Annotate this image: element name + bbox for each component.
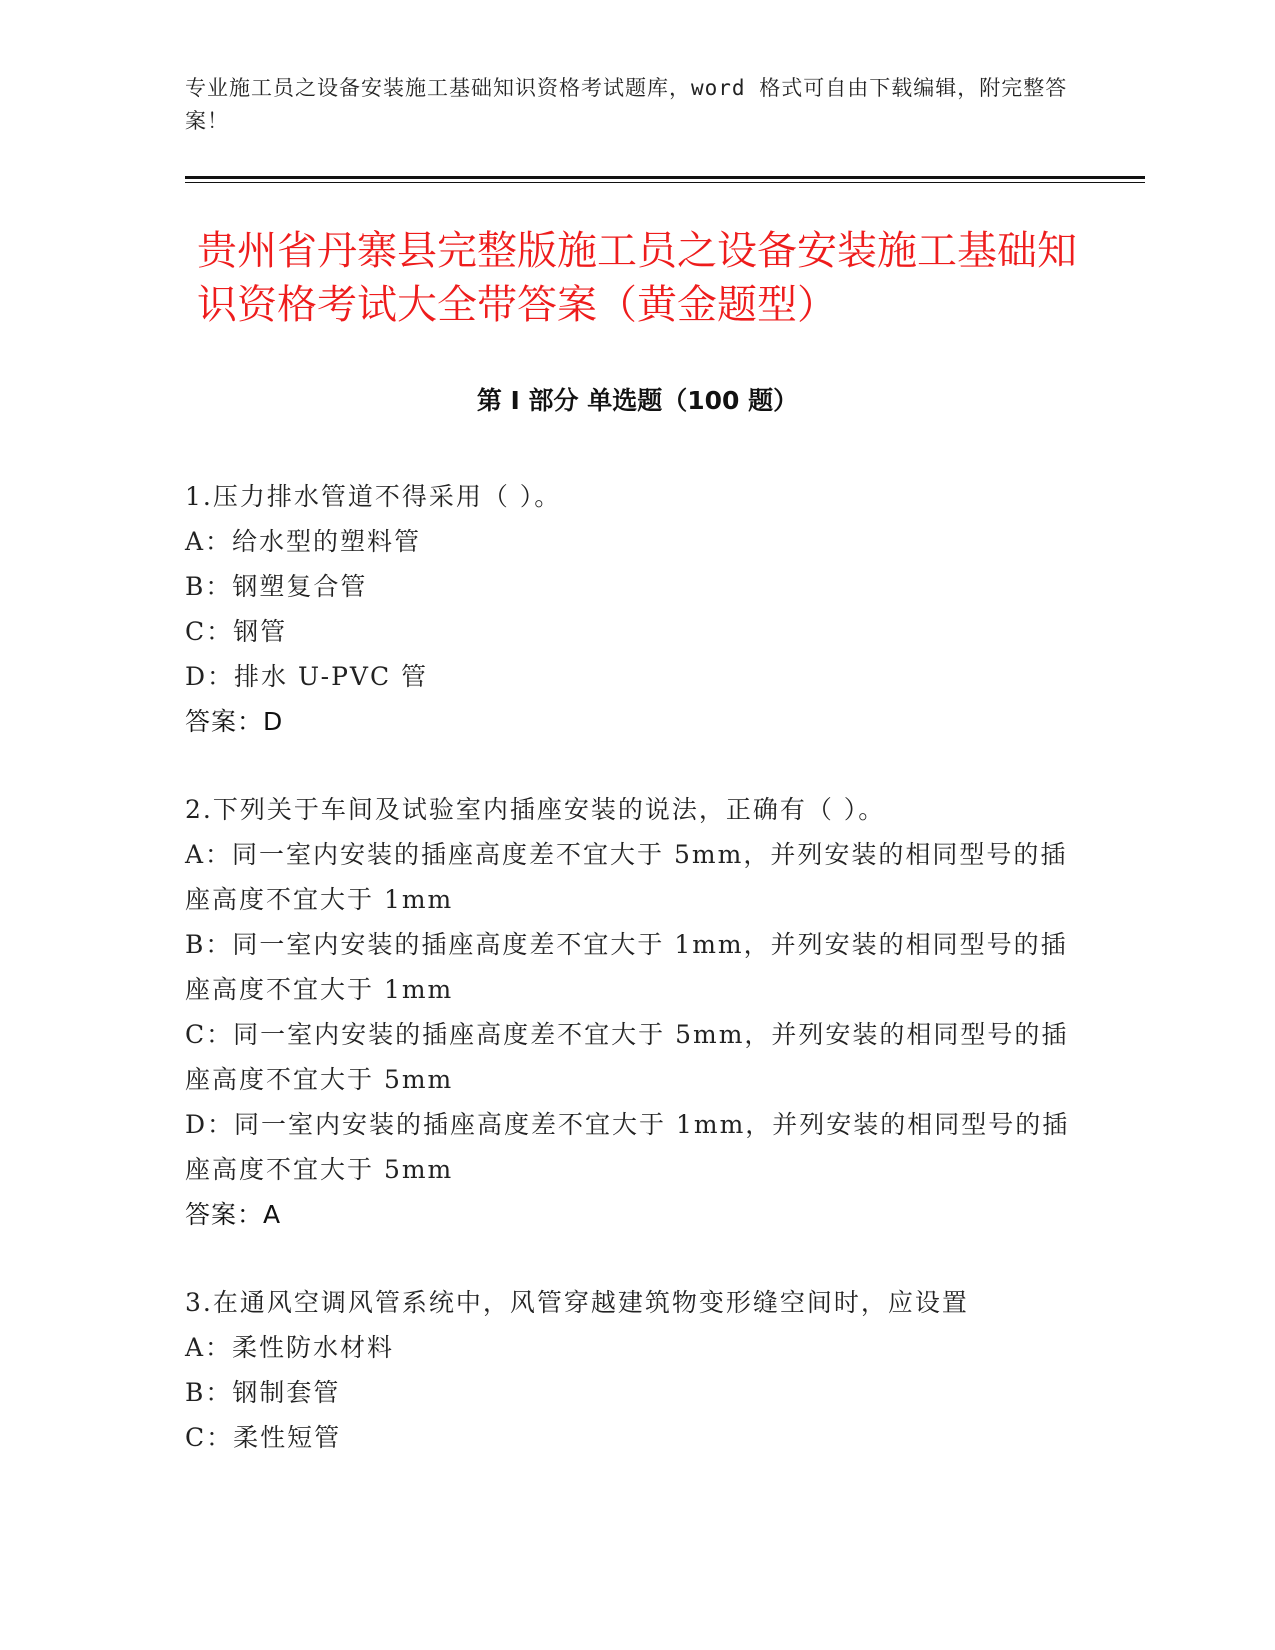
option-a: A：柔性防水材料 bbox=[185, 1333, 395, 1362]
question-stem: 2.下列关于车间及试验室内插座安装的说法，正确有（ ）。 bbox=[185, 795, 886, 824]
question-1 bbox=[185, 474, 1085, 744]
option-a: A：给水型的塑料管 bbox=[185, 527, 422, 556]
header-rule-thick bbox=[185, 176, 1145, 179]
option-c: C：钢管 bbox=[185, 617, 288, 646]
question-stem: 3.在通风空调风管系统中，风管穿越建筑物变形缝空间时，应设置 bbox=[185, 1288, 969, 1317]
answer-line: 答案：A bbox=[185, 1200, 282, 1229]
option-d: D：同一室内安装的插座高度差不宜大于 1mm，并列安装的相同型号的插座高度不宜大于 5mm bbox=[185, 1110, 1070, 1184]
option-b: B：同一室内安装的插座高度差不宜大于 1mm，并列安装的相同型号的插座高度不宜大于 1mm bbox=[185, 930, 1068, 1004]
option-b: B：钢塑复合管 bbox=[185, 572, 368, 601]
option-c: C：同一室内安装的插座高度差不宜大于 5mm，并列安装的相同型号的插座高度不宜大于 5mm bbox=[185, 1020, 1069, 1094]
question-stem: 1.压力排水管道不得采用（ ）。 bbox=[185, 482, 562, 511]
question-2 bbox=[185, 787, 1085, 1237]
option-d: D：排水 U-PVC 管 bbox=[185, 662, 429, 691]
header-rule-thin bbox=[185, 182, 1145, 183]
section-heading: 第 I 部分 单选题（100 题） bbox=[476, 386, 799, 415]
question-3 bbox=[185, 1280, 1085, 1460]
option-a: A：同一室内安装的插座高度差不宜大于 5mm，并列安装的相同型号的插座高度不宜大于 1mm bbox=[185, 840, 1068, 914]
answer-line: 答案：D bbox=[185, 707, 284, 736]
header-note: 专业施工员之设备安装施工基础知识资格考试题库，word 格式可自由下载编辑，附完整答案！ bbox=[185, 76, 1068, 133]
document-title: 贵州省丹寨县完整版施工员之设备安装施工基础知识资格考试大全带答案（黄金题型） bbox=[197, 228, 1077, 328]
option-c: C：柔性短管 bbox=[185, 1423, 342, 1452]
option-b: B：钢制套管 bbox=[185, 1378, 341, 1407]
question-list bbox=[185, 474, 1085, 1503]
